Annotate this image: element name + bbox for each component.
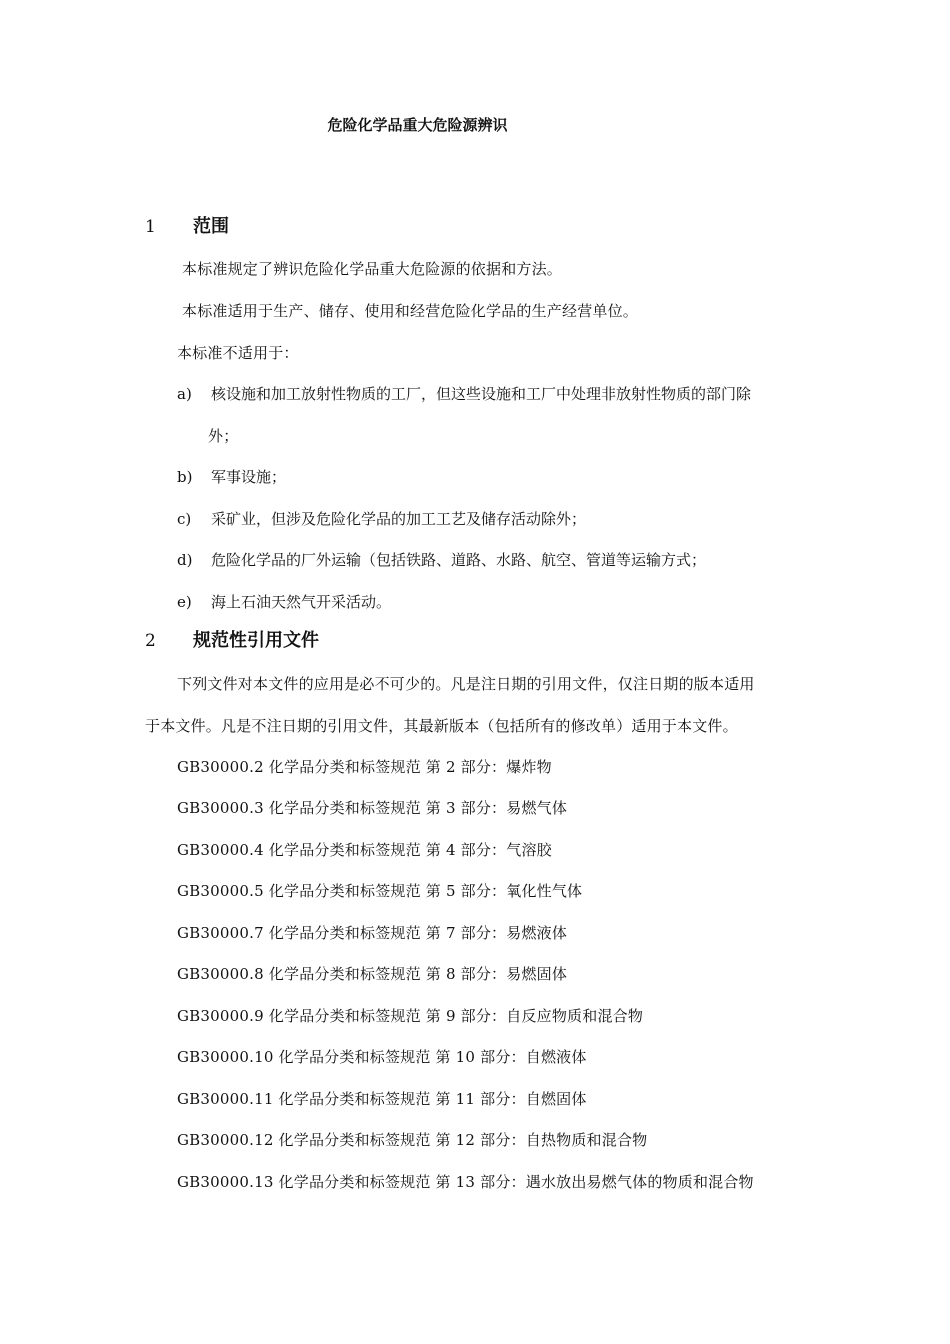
list-marker: b) [177, 468, 193, 486]
list-item-continuation: 外； [208, 427, 239, 445]
reference-item: GB30000.2 化学品分类和标签规范 第 2 部分：爆炸物 [177, 758, 552, 776]
list-text: 采矿业，但涉及危险化学品的加工工艺及储存活动除外； [211, 510, 587, 528]
reference-item: GB30000.5 化学品分类和标签规范 第 5 部分：氧化性气体 [177, 882, 583, 900]
section-number: 2 [145, 631, 156, 651]
list-marker: e) [177, 593, 192, 611]
list-item [177, 549, 706, 570]
paragraph: 本标准规定了辨识危险化学品重大危险源的依据和方法。 [182, 260, 563, 278]
paragraph: 本标准适用于生产、储存、使用和经营危险化学品的生产经营单位。 [182, 302, 639, 320]
list-marker: a) [177, 385, 192, 403]
list-marker: c) [177, 510, 192, 528]
paragraph: 于本文件。凡是不注日期的引用文件，其最新版本（包括所有的修改单）适用于本文件。 [145, 717, 738, 735]
list-text: 危险化学品的厂外运输（包括铁路、道路、水路、航空、管道等运输方式； [211, 551, 707, 569]
reference-item: GB30000.7 化学品分类和标签规范 第 7 部分：易燃液体 [177, 924, 568, 942]
list-item [177, 466, 286, 487]
list-item [177, 591, 391, 612]
paragraph: 本标准不适用于： [177, 344, 299, 362]
section-heading-scope [145, 212, 229, 238]
section-number: 1 [145, 217, 156, 237]
section-heading-references [145, 626, 319, 652]
reference-item: GB30000.3 化学品分类和标签规范 第 3 部分：易燃气体 [177, 799, 568, 817]
list-marker: d) [177, 551, 193, 569]
list-text: 核设施和加工放射性物质的工厂，但这些设施和工厂中处理非放射性物质的部门除 [211, 385, 752, 403]
section-title: 规范性引用文件 [193, 630, 319, 651]
paragraph: 下列文件对本文件的应用是必不可少的。凡是注日期的引用文件，仅注日期的版本适用 [177, 675, 755, 693]
list-text: 军事设施； [211, 468, 287, 486]
list-item [177, 383, 751, 404]
reference-item: GB30000.4 化学品分类和标签规范 第 4 部分：气溶胶 [177, 841, 552, 859]
list-text: 海上石油天然气开采活动。 [211, 593, 392, 611]
reference-item: GB30000.12 化学品分类和标签规范 第 12 部分：自热物质和混合物 [177, 1131, 648, 1149]
section-title: 范围 [193, 216, 229, 237]
reference-item: GB30000.13 化学品分类和标签规范 第 13 部分：遇水放出易燃气体的物质和混合物 [177, 1173, 754, 1191]
list-item [177, 508, 586, 529]
reference-item: GB30000.9 化学品分类和标签规范 第 9 部分：自反应物质和混合物 [177, 1007, 644, 1025]
reference-item: GB30000.11 化学品分类和标签规范 第 11 部分：自燃固体 [177, 1090, 587, 1108]
reference-item: GB30000.10 化学品分类和标签规范 第 10 部分：自燃液体 [177, 1048, 587, 1066]
document-title: 危险化学品重大危险源辨识 [327, 116, 508, 134]
reference-item: GB30000.8 化学品分类和标签规范 第 8 部分：易燃固体 [177, 965, 568, 983]
